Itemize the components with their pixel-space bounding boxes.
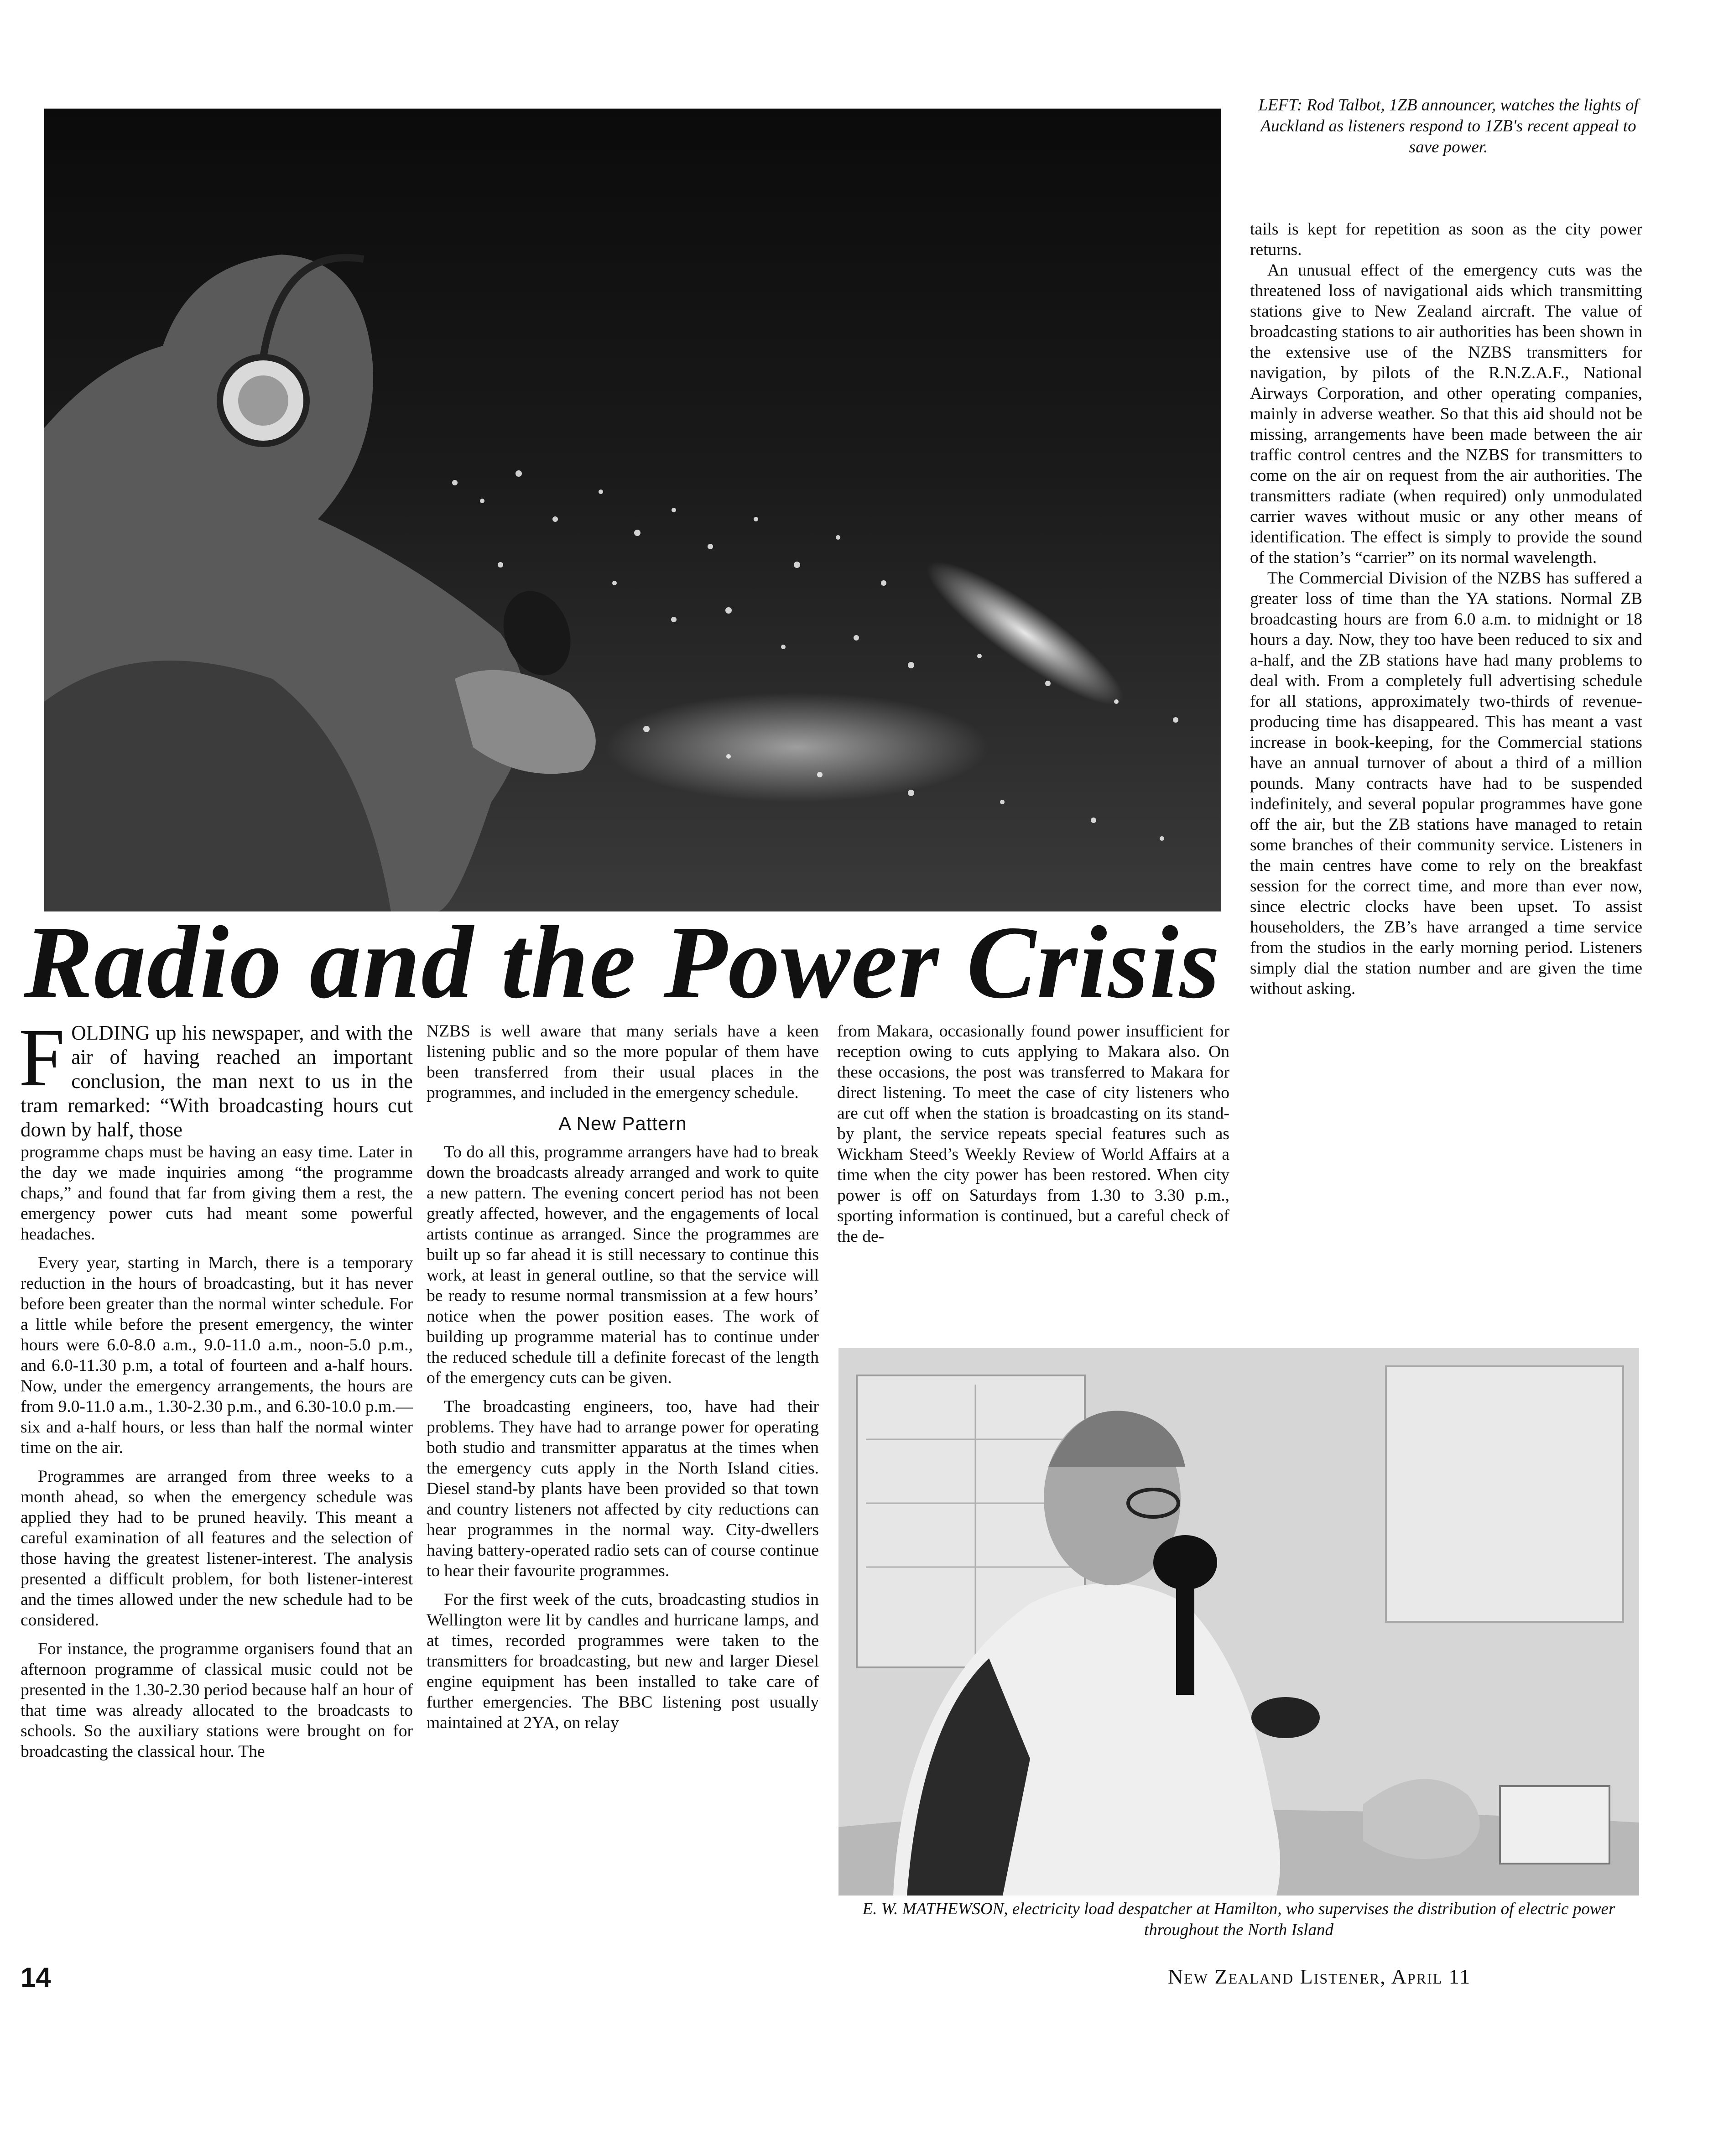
lead-paragraph <box>19 1012 413 1142</box>
column-4 <box>1250 219 1642 999</box>
col4-p1: tails is kept for repetition as soon as the city power returns. <box>1250 220 1642 259</box>
top-photo <box>44 109 1221 911</box>
lead-text: OLDING up his newspaper, and with the air of having reached an important conclusion, the man next to us in the tram remarked: “With broadcasting hours cut down by half, those <box>21 1021 413 1141</box>
page-number: 14 <box>21 1962 51 1993</box>
masthead-footer: New Zealand Listener, April 11 <box>1168 1965 1471 1988</box>
col2-p4: For the first week of the cuts, broadcasting studios in Wellington were lit by candles and hurricane lamps, and at times, recorded programmes were taken to the transmitters for broadcasting, but new and larger Diesel engine equipment has been installed to take care of further emergencies. The BBC listening post usually maintained at 2YA, on relay <box>427 1590 819 1732</box>
man-at-telephone-photo-icon <box>838 1348 1639 1896</box>
column-1 <box>19 1012 413 1762</box>
col4-p2: An unusual effect of the emergency cuts was the threatened loss of navigational aids which transmitting stations give to New Zealand aircraft. The value of broadcasting stations to air authorities has been shown in the extensive use of the NZBS transmitters for navigation, by pilots of the R.N.Z.A.F., National Airways Corporation, and other operating companies, mainly in adverse weather. So that this aid should not be missing, arrangements have been made between the air traffic control centres and the NZBS for transmitters to come on the air on request from the air authorities. The transmitters radiate (when required) only unmodulated carrier waves without music or any other means of identification. The effect is simply to provide the sound of the station’s “carrier” on its normal wavelength. <box>1250 261 1642 567</box>
column-3 <box>837 1021 1229 1247</box>
col1-p4: For instance, the programme organisers found that an afternoon programme of classical music could not be presented in the 1.30-2.30 period because half an hour of that time was already allocated to the broadcasts to schools. So the auxiliary stations were brought on for broadcasting the classical hour. The <box>21 1640 413 1761</box>
col2-p2: To do all this, programme arrangers have had to break down the broadcasts already arranged and work to quite a new pattern. The evening concert period has not been greatly affected, however, and the engagements of local artists continue as arranged. Since the programmes are built up so far ahead it is still necessary to continue this work, at least in general outline, so that the service will be ready to resume normal transmission at a few hours’ notice when the power position eases. The work of building up programme material has to continue under the reduced schedule till a definite forecast of the length of the emergency cuts can be given. <box>427 1143 819 1387</box>
bottom-photo <box>838 1348 1639 1896</box>
col2-p1: NZBS is well aware that many serials have a keen listening public and so the more popular of them have been transferred from their usual places in the programmes, and included in the emergency schedule. <box>427 1022 819 1102</box>
subheading-new-pattern: A New Pattern <box>558 1113 687 1134</box>
headline: Radio and the Power Crisis <box>24 905 1221 1020</box>
col1-p1: programme chaps must be having an easy time. Later in the day we made inquiries among “the programme chaps,” and found that far from giving them a rest, the emergency power cuts had meant some powerful headaches. <box>21 1143 413 1244</box>
col4-p3: The Commercial Division of the NZBS has suffered a greater loss of time than the YA stations. Normal ZB broadcasting hours are from 6.0 a.m. to midnight or 18 hours a day. Now, they too have been reduced to six and a-half, and the ZB stations have had many problems to deal with. From a completely full advertising schedule for all stations, approximately two-thirds of revenue-producing time has disappeared. This has meant a vast increase in book-keeping, for the Commercial stations have an annual turnover of about a third of a million pounds. Many contracts have had to be suspended indefinitely, and several popular programmes have gone off the air, but the ZB stations have managed to retain some branches of their community service. Listeners in the main centres have come to rely on the breakfast session for the correct time, and more than ever now, since electric clocks have been upset. To assist householders, the ZB’s have arranged a time service from the studios in the early morning period. Listeners simply dial the station number and are given the time without asking. <box>1250 569 1642 998</box>
col3-p1: from Makara, occasionally found power insufficient for reception owing to cuts applying to Makara also. On these occasions, the post was transferred to Makara for direct listening. To meet the case of city listeners who are cut off when the station is broadcasting on its stand-by plant, the service repeats special features such as Wickham Steed’s Weekly Review of World Affairs at a time when the city power has been restored. When city power is off on Saturdays from 1.30 to 3.30 p.m., sporting information is continued, but a careful check of the de- <box>837 1022 1229 1246</box>
drop-cap: F <box>19 1012 65 1104</box>
col1-p2: Every year, starting in March, there is a temporary reduction in the hours of broadcasting, but it has never before been greater than the normal winter schedule. For a little while before the present emergency, the winter hours were 6.0-8.0 a.m., 9.0-11.0 a.m., noon-5.0 p.m., and 6.0-11.30 p.m, a total of fourteen and a-half hours. Now, under the emergency arrangements, the hours are from 9.0-11.0 a.m., 1.30-2.30 p.m., and 6.30-10.0 p.m.—six and a-half hours, or less than half the normal winter time on the air. <box>21 1254 413 1457</box>
column-2 <box>427 1021 819 1733</box>
col1-p3: Programmes are arranged from three weeks to a month ahead, so when the emergency schedule was applied they had to be pruned heavily. This meant a careful examination of all features and the selection of those having the greatest listener-interest. The analysis presented a difficult problem, for both listener-interest and the times allowed under the new schedule had to be considered. <box>21 1467 413 1630</box>
city-lights-photo-icon <box>44 109 1221 911</box>
top-photo-caption: LEFT: Rod Talbot, 1ZB announcer, watches the lights of Auckland as listeners respond to 1ZB's recent appeal to save power. <box>1258 96 1639 156</box>
bottom-photo-caption: E. W. MATHEWSON, electricity load despatcher at Hamilton, who supervises the distribution of electric power throughout the North Island <box>862 1900 1615 1939</box>
col2-p3: The broadcasting engineers, too, have had their problems. They have had to arrange power for operating both studio and transmitter apparatus at the times when the emergency cuts apply in the North Island cities. Diesel stand-by plants have been provided so that town and country listeners not affected by city reductions can hear programmes in the normal way. City-dwellers having battery-operated radio sets can of course continue to hear their favourite programmes. <box>427 1397 819 1580</box>
